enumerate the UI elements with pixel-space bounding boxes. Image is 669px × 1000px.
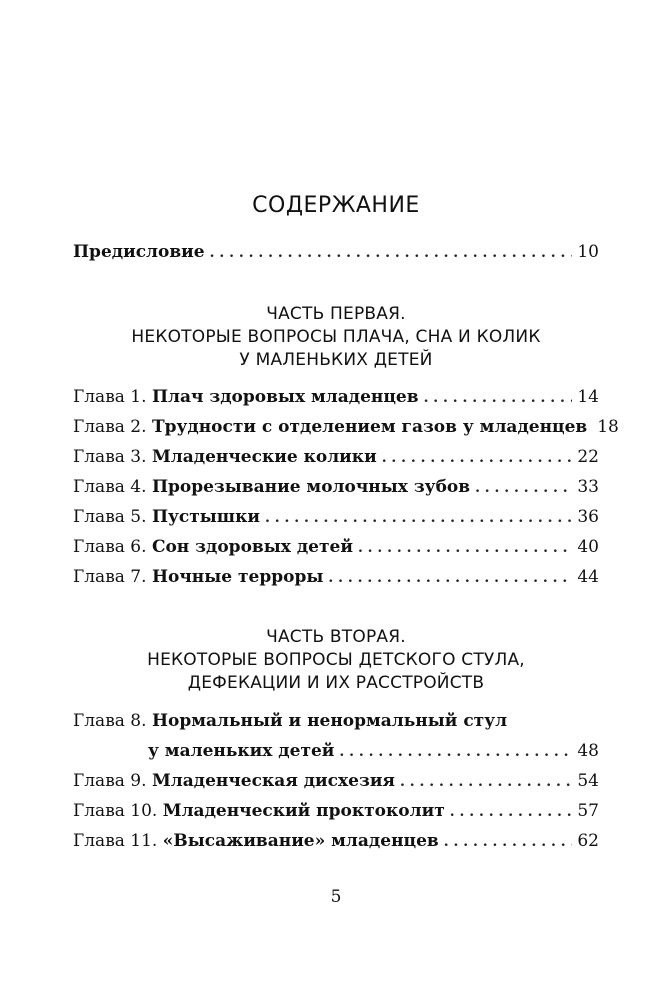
entry-title: Плач здоровых младенцев (151, 387, 419, 407)
entry-page: 36 (577, 507, 599, 527)
chapter-label: Глава 11. (73, 831, 158, 851)
entry-page: 54 (577, 771, 599, 791)
entry-page: 14 (577, 387, 599, 407)
entry-title-line1: Нормальный и ненормальный стул (151, 711, 508, 731)
entry-title: Ночные терроры (151, 567, 324, 587)
chapter-label: Глава 9. (73, 771, 147, 791)
entry-page: 18 (597, 417, 619, 437)
toc-title: СОДЕРЖАНИЕ (252, 193, 420, 218)
part-heading-line: ДЕФЕКАЦИИ И ИХ РАССТРОЙСТВ (187, 673, 485, 693)
dot-leader (424, 383, 573, 413)
toc-entry-chapter-2 (73, 412, 619, 443)
part-heading-1 (73, 303, 599, 372)
dot-leader (339, 737, 572, 767)
chapter-label: Глава 7. (73, 567, 147, 587)
dot-leader (265, 503, 572, 533)
chapter-label: Глава 3. (73, 447, 147, 467)
entry-page: 48 (577, 741, 599, 761)
entry-title: Младенческий проктоколит (162, 801, 445, 821)
toc-entry-chapter-6 (73, 532, 599, 563)
dot-leader (210, 238, 573, 268)
dot-leader (382, 443, 573, 473)
entry-title-line2: у маленьких детей (148, 741, 335, 761)
dot-leader (444, 827, 573, 857)
dot-leader (400, 767, 572, 797)
toc-entry-chapter-9 (73, 766, 599, 797)
toc-entry-chapter-1 (73, 382, 599, 413)
chapter-label: Глава 1. (73, 387, 147, 407)
toc-entry-chapter-7 (73, 562, 599, 593)
entry-title: Пустышки (151, 507, 260, 527)
toc-entry-chapter-8 (73, 706, 599, 767)
chapter-label: Глава 2. (73, 417, 147, 437)
dot-leader (450, 797, 573, 827)
entry-title: Предисловие (73, 242, 205, 262)
entry-title: Младенческая дисхезия (151, 771, 395, 791)
dot-leader (475, 473, 572, 503)
toc-entry-chapter-10 (73, 796, 599, 827)
part-heading-line: НЕКОТОРЫЕ ВОПРОСЫ ДЕТСКОГО СТУЛА, (147, 650, 525, 670)
toc-entry-chapter-5 (73, 502, 599, 533)
part-heading-line: У МАЛЕНЬКИХ ДЕТЕЙ (239, 350, 433, 370)
part-heading-line: НЕКОТОРЫЕ ВОПРОСЫ ПЛАЧА, СНА И КОЛИК (131, 327, 541, 347)
entry-page: 62 (577, 831, 599, 851)
chapter-label: Глава 6. (73, 537, 147, 557)
part-heading-line: ЧАСТЬ ВТОРАЯ. (266, 627, 406, 647)
entry-title: Младенческие колики (151, 447, 377, 467)
chapter-label: Глава 8. (73, 711, 147, 731)
entry-page: 44 (577, 567, 599, 587)
entry-title: Сон здоровых детей (151, 537, 353, 557)
dot-leader (358, 533, 572, 563)
chapter-label: Глава 4. (73, 477, 147, 497)
toc-entry-chapter-11 (73, 826, 599, 857)
toc-page (73, 0, 619, 1000)
part-heading-line: ЧАСТЬ ПЕРВАЯ. (266, 304, 406, 324)
entry-page: 33 (577, 477, 599, 497)
entry-page: 10 (577, 242, 599, 262)
entry-title: Прорезывание молочных зубов (151, 477, 471, 497)
entry-page: 22 (577, 447, 599, 467)
part-heading-2 (73, 626, 599, 695)
entry-page: 57 (577, 801, 599, 821)
entry-page: 40 (577, 537, 599, 557)
toc-entry-chapter-3 (73, 442, 599, 473)
entry-title: «Высаживание» младенцев (162, 831, 439, 851)
toc-entry-preface (73, 237, 599, 268)
entry-title: Трудности с отделением газов у младенцев (151, 417, 588, 437)
page-number: 5 (330, 887, 342, 907)
chapter-label: Глава 5. (73, 507, 147, 527)
dot-leader (328, 563, 572, 593)
toc-entry-chapter-4 (73, 472, 599, 503)
chapter-label: Глава 10. (73, 801, 158, 821)
